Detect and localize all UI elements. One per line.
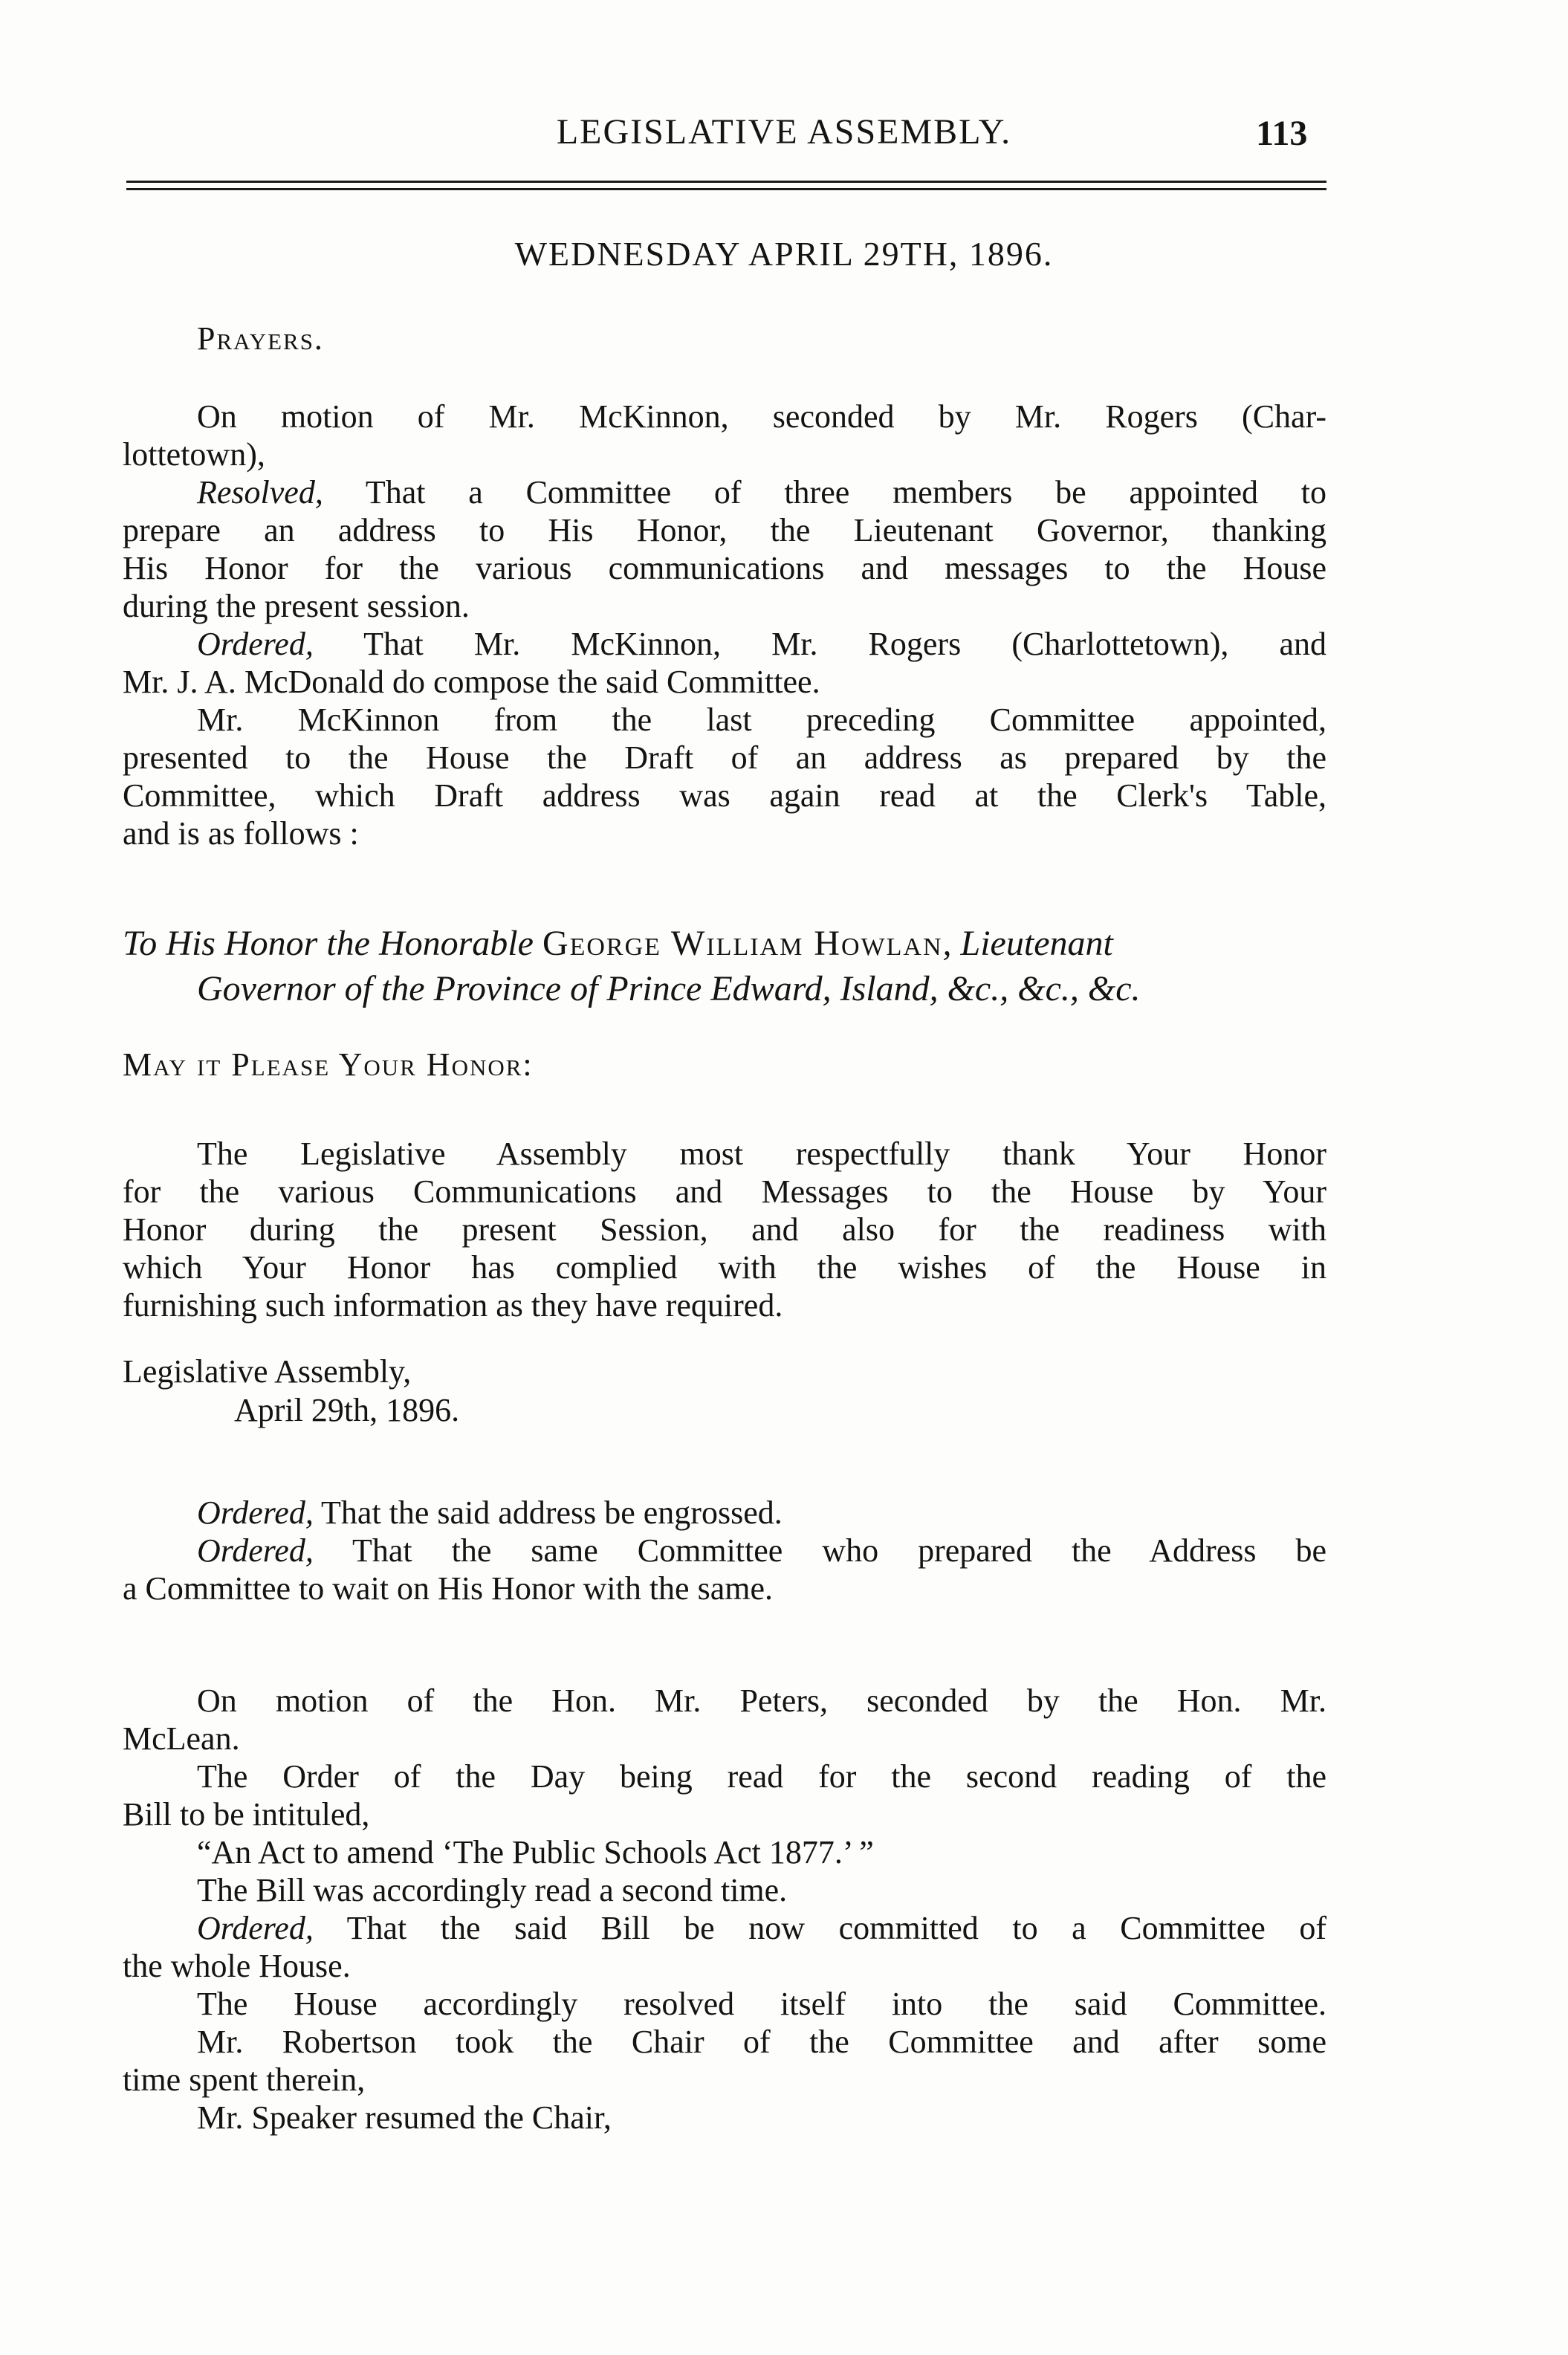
text-line xyxy=(123,1532,1326,1570)
text-line: lottetown), xyxy=(123,436,265,473)
header-rule-bottom xyxy=(126,188,1326,190)
text-span: , Lieutenant xyxy=(942,924,1113,963)
orders xyxy=(123,1494,1326,1607)
text-line xyxy=(123,625,1326,663)
text-span: That the same Committee who prepared the Address be xyxy=(313,1532,1326,1569)
motion-1 xyxy=(123,398,1326,852)
text-line: the whole House. xyxy=(123,1948,351,1984)
text-line: a Committee to wait on His Honor with the same. xyxy=(123,1570,773,1607)
text-line: The Legislative Assembly most respectfully thank Your Honor xyxy=(197,1136,1326,1172)
ordered-label: Ordered, xyxy=(197,626,314,662)
signature-date: April 29th, 1896. xyxy=(234,1392,460,1428)
text-span: To His Honor the Honorable xyxy=(123,924,542,963)
text-line: McLean. xyxy=(123,1720,240,1757)
text-span: That Mr. McKinnon, Mr. Rogers (Charlottetown), and xyxy=(313,626,1326,662)
resolved-label: Resolved, xyxy=(197,474,323,511)
header-rule-top xyxy=(126,181,1326,183)
signature-place: Legislative Assembly, xyxy=(123,1353,412,1390)
text-line: prepare an address to His Honor, the Lieutenant Governor, thanking xyxy=(123,512,1326,548)
text-line: His Honor for the various communications and messages to the House xyxy=(123,550,1326,586)
address-to-line-2: Governor of the Province of Prince Edward, Island, &c., &c., &c. xyxy=(197,969,1141,1008)
text-line: Mr. J. A. McDonald do compose the said Committee. xyxy=(123,664,820,700)
text-line: “An Act to amend ‘The Public Schools Act 1877.’ ” xyxy=(197,1834,874,1870)
text-span: That the said address be engrossed. xyxy=(313,1494,783,1531)
text-line: The Order of the Day being read for the second reading of the xyxy=(197,1758,1326,1795)
motion-2 xyxy=(123,1682,1326,2137)
ordered-label: Ordered, xyxy=(197,1910,314,1946)
ordered-label: Ordered, xyxy=(197,1532,314,1569)
addressee-name: George William Howlan xyxy=(542,924,943,963)
text-line xyxy=(123,1494,1326,1532)
text-line: presented to the House the Draft of an address as prepared by the xyxy=(123,739,1326,776)
date-heading: WEDNESDAY APRIL 29TH, 1896. xyxy=(514,235,1054,273)
text-line xyxy=(123,1909,1326,1947)
ordered-label: Ordered, xyxy=(197,1494,314,1531)
text-line: The House accordingly resolved itself into the said Committee. xyxy=(197,1986,1326,2022)
address-body xyxy=(123,1135,1326,1324)
text-line: The Bill was accordingly read a second time. xyxy=(197,1872,788,1908)
text-line: Mr. McKinnon from the last preceding Committee appointed, xyxy=(197,702,1326,738)
text-span: That the said Bill be now committed to a Committee of xyxy=(313,1910,1326,1946)
text-line: furnishing such information as they have required. xyxy=(123,1287,783,1324)
text-line: which Your Honor has complied with the wishes of the House in xyxy=(123,1249,1326,1286)
text-line: Committee, which Draft address was again read at the Clerk's Table, xyxy=(123,777,1326,814)
text-line xyxy=(123,473,1326,511)
text-span: That a Committee of three members be appointed to xyxy=(323,474,1326,511)
page-number: 113 xyxy=(1256,114,1308,153)
address-to-line-1 xyxy=(123,923,1113,964)
text-line: and is as follows : xyxy=(123,815,359,852)
text-line: Mr. Speaker resumed the Chair, xyxy=(197,2099,612,2136)
running-head: LEGISLATIVE ASSEMBLY. xyxy=(556,112,1012,152)
text-line: On motion of Mr. McKinnon, seconded by Mr. Rogers (Char- xyxy=(197,398,1326,435)
text-line: Mr. Robertson took the Chair of the Committee and after some xyxy=(197,2024,1326,2060)
text-line: time spent therein, xyxy=(123,2061,366,2098)
salutation: May it Please Your Honor: xyxy=(123,1046,534,1083)
text-line: for the various Communications and Messages to the House by Your xyxy=(123,1173,1326,1210)
text-line: On motion of the Hon. Mr. Peters, seconded by the Hon. Mr. xyxy=(197,1682,1326,1719)
text-line: during the present session. xyxy=(123,588,470,624)
prayers-heading: Prayers. xyxy=(197,320,324,357)
text-line: Honor during the present Session, and also for the readiness with xyxy=(123,1211,1326,1248)
text-line: Bill to be intituled, xyxy=(123,1796,370,1833)
